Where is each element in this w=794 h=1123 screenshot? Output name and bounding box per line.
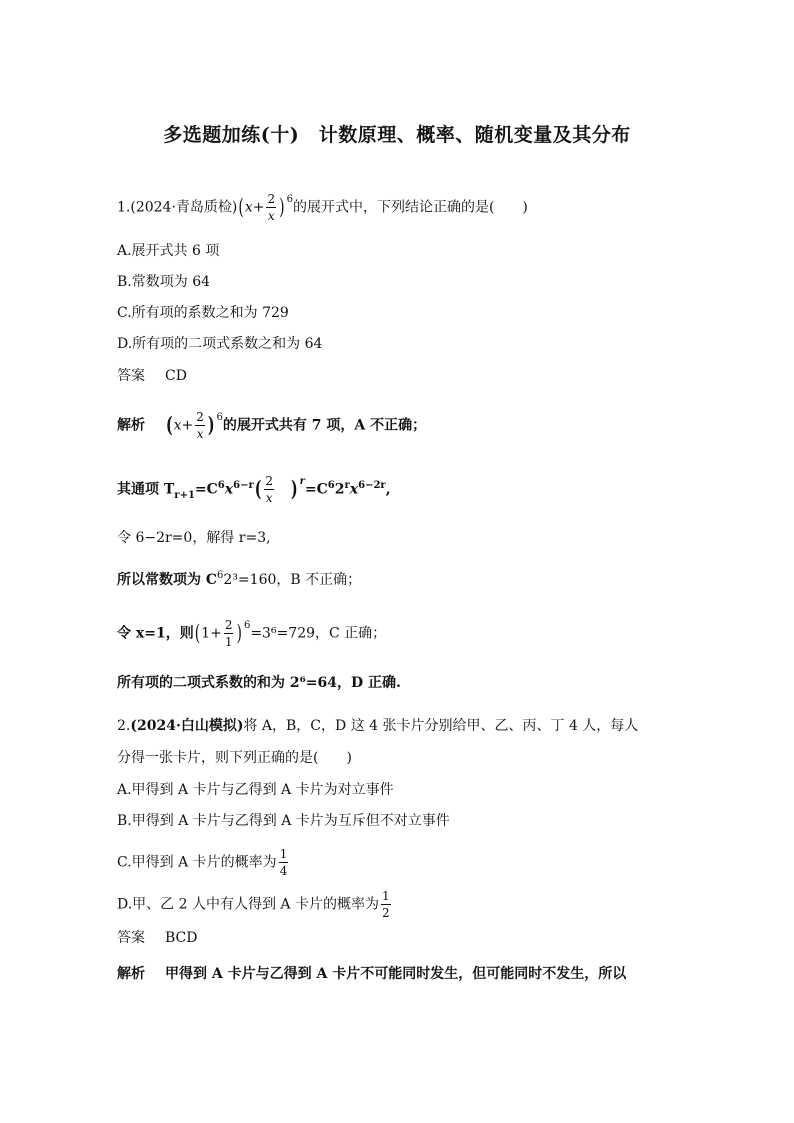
q1-analysis-line6: 所有项的二项式系数的和为 2⁶=64，D 正确. bbox=[117, 675, 401, 691]
q1-expr-plus: + bbox=[252, 199, 265, 216]
q1-analysis-line5: 令 x=1，则(1+ $\frac{2}{1}$ ) $^6$=3⁶=729，C 正确； bbox=[117, 618, 387, 649]
q1-fraction-num: 2 bbox=[267, 192, 276, 206]
q1-general-term-tail-exp: 6−2r bbox=[358, 479, 386, 491]
q1-general-term-tail-2: 2 bbox=[334, 481, 345, 498]
q1-option-a: A.展开式共 6 项 bbox=[117, 243, 220, 259]
q1-analysis-sum: =3⁶=729，C 正确； bbox=[250, 625, 387, 642]
q1-constant-term-prefix: 所以常数项为 C bbox=[117, 572, 218, 588]
q1-source: (2024·青岛质检) bbox=[130, 199, 238, 216]
q1-stem bbox=[117, 192, 528, 223]
q1-general-term-sub: r+1 bbox=[174, 489, 195, 501]
q1-analysis-line1: 解析 (x+ $\frac{2}{x}$ ) $^6$的展开式共有 7 项，A 不正确； bbox=[117, 410, 427, 441]
q1-general-term-exp: −r bbox=[240, 479, 254, 491]
q2-option-d bbox=[117, 889, 393, 920]
q1-general-term-tail-c: =C bbox=[304, 481, 328, 498]
q2-option-c-fraction: $\frac{1}{4}$ bbox=[279, 847, 288, 878]
q1-general-term-num: 2 bbox=[265, 474, 273, 488]
q2-option-c-text: C.甲得到 A 卡片的概率为 bbox=[117, 854, 277, 871]
q1-general-term-c: =C bbox=[194, 481, 218, 498]
q1-option-b: B.常数项为 64 bbox=[117, 274, 211, 290]
q1-general-term-x: x bbox=[224, 481, 234, 498]
q2-source: (2024·白山模拟) bbox=[130, 718, 244, 734]
q1-answer-label: 答案 bbox=[117, 368, 145, 384]
q2-stem-line1 bbox=[117, 716, 638, 736]
q1-analysis-label: 解析 bbox=[117, 417, 145, 434]
q1-a1-right-paren: ) bbox=[207, 413, 215, 438]
q1-analysis-one: 1 bbox=[201, 625, 211, 642]
q2-answer-label: 答案 bbox=[117, 930, 145, 946]
q1-analysis-frac-num: 2 bbox=[224, 618, 233, 632]
q1-general-term-den: x bbox=[265, 491, 273, 505]
q2-analysis-label: 解析 bbox=[117, 966, 145, 982]
q2-stem-line2: 分得一张卡片，则下列正确的是( ) bbox=[117, 750, 352, 766]
q1-right-paren: ) bbox=[279, 195, 285, 220]
q1-analysis-text1: 的展开式共有 7 项，A 不正确； bbox=[222, 417, 427, 434]
q2-option-d-fraction: $\frac{1}{2}$ bbox=[382, 889, 390, 920]
q1-analysis-line2: 其通项 $T_{r+1}=C^6x^{6-r}$( $\frac{2}{x}$ ) $^r=C^62^rx^{6-2r}$, bbox=[117, 474, 391, 505]
q1-general-term-power: r bbox=[299, 475, 305, 487]
q1-analysis-let-x: 令 x=1，则 bbox=[117, 625, 194, 642]
q1-analysis-frac-den: 1 bbox=[224, 635, 233, 649]
q1-analysis-power: 6 bbox=[243, 619, 251, 631]
q1-a1-left-paren: ( bbox=[166, 413, 173, 438]
q2-stem-text: 将 A，B，C，D 这 4 张卡片分别给甲、乙、丙、丁 4 人，每人 bbox=[243, 718, 639, 734]
q1-power: 6 bbox=[286, 193, 293, 205]
q2-option-b: B.甲得到 A 卡片与乙得到 A 卡片为互斥但不对立事件 bbox=[117, 813, 450, 829]
q1-option-d: D.所有项的二项式系数之和为 64 bbox=[117, 336, 323, 352]
q1-left-paren: ( bbox=[238, 195, 244, 220]
q1-fraction bbox=[266, 192, 276, 223]
q1-fraction-den: x bbox=[267, 209, 275, 223]
q1-answer: CD bbox=[165, 368, 187, 384]
q1-stem-text: 的展开式中，下列结论正确的是( ) bbox=[292, 199, 528, 216]
q2-analysis-line bbox=[117, 964, 626, 984]
q1-a1-fraction: $\frac{2}{x}$ bbox=[196, 410, 204, 441]
q2-answer-line bbox=[117, 928, 197, 948]
q1-option-c: C.所有项的系数之和为 729 bbox=[117, 305, 289, 321]
q2-answer: BCD bbox=[165, 930, 198, 946]
q1-number: 1. bbox=[117, 199, 131, 216]
q2-number: 2. bbox=[117, 718, 131, 734]
q2-option-a: A.甲得到 A 卡片与乙得到 A 卡片为对立事件 bbox=[117, 782, 394, 798]
q1-general-term-tail-x: x bbox=[349, 481, 359, 498]
q1-analysis-line4: 所以常数项为 $C^62^3=160$，B 不正确； bbox=[117, 570, 362, 588]
q2-analysis-text: 甲得到 A 卡片与乙得到 A 卡片不可能同时发生，但可能同时不发生，所以 bbox=[165, 966, 627, 982]
q2-option-c bbox=[117, 847, 290, 878]
q1-constant-term-rest: 2³=160，B 不正确； bbox=[223, 572, 362, 588]
q1-answer-line bbox=[117, 366, 187, 386]
q1-general-term-prefix: 其通项 T bbox=[117, 481, 175, 498]
q2-option-d-text: D.甲、乙 2 人中有人得到 A 卡片的概率为 bbox=[117, 896, 379, 913]
q1-expr-x: x bbox=[244, 199, 253, 216]
page-title: 多选题加练(十) 计数原理、概率、随机变量及其分布 bbox=[163, 124, 631, 146]
q1-analysis-line3: 令 6−2r=0，解得 r=3, bbox=[117, 530, 271, 546]
